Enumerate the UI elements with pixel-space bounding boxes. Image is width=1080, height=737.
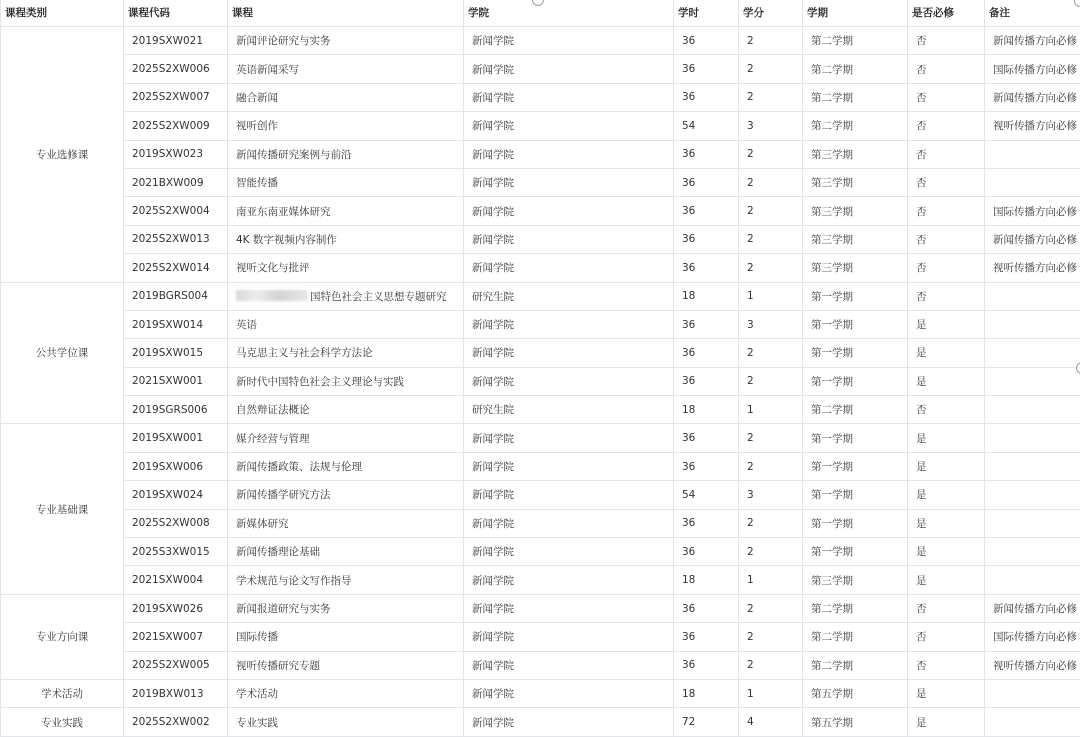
credits-cell: 1 (739, 282, 803, 310)
course-name-cell (228, 282, 464, 310)
college-cell: 新闻学院 (464, 679, 674, 707)
term-cell: 第二学期 (803, 83, 908, 111)
hours-cell: 36 (674, 140, 739, 168)
note-cell: 新闻传播方向必修 (985, 225, 1080, 253)
course-name-cell: 学术活动 (228, 679, 464, 707)
course-name-cell: 融合新闻 (228, 83, 464, 111)
term-cell: 第三学期 (803, 197, 908, 225)
course-name-cell: 英语 (228, 310, 464, 338)
hours-cell: 36 (674, 367, 739, 395)
course-name-cell: 国际传播 (228, 623, 464, 651)
table-row[interactable] (1, 594, 1080, 622)
note-cell: 新闻传播方向必修 (985, 27, 1080, 55)
credits-cell: 2 (739, 424, 803, 452)
course-code-cell: 2025S2XW002 (124, 708, 228, 736)
table-row[interactable] (1, 538, 1080, 566)
note-cell (985, 282, 1080, 310)
note-cell (985, 566, 1080, 594)
credits-cell: 1 (739, 679, 803, 707)
table-row[interactable] (1, 282, 1080, 310)
course-code-cell: 2025S2XW009 (124, 112, 228, 140)
course-code-cell: 2019BGRS004 (124, 282, 228, 310)
table-row[interactable] (1, 27, 1080, 55)
table-row[interactable] (1, 424, 1080, 452)
course-name-cell: 新闻传播学研究方法 (228, 481, 464, 509)
table-row[interactable] (1, 679, 1080, 707)
college-cell: 新闻学院 (464, 538, 674, 566)
course-name-cell: 英语新闻采写 (228, 55, 464, 83)
required-cell: 是 (908, 566, 985, 594)
category-cell: 专业方向课 (1, 594, 124, 679)
header-code[interactable]: 课程代码 (124, 0, 228, 27)
table-row[interactable] (1, 140, 1080, 168)
hours-cell: 54 (674, 112, 739, 140)
course-code-cell: 2021SXW004 (124, 566, 228, 594)
required-cell: 是 (908, 367, 985, 395)
credits-cell: 2 (739, 140, 803, 168)
term-cell: 第三学期 (803, 140, 908, 168)
note-cell: 新闻传播方向必修 (985, 594, 1080, 622)
college-cell: 新闻学院 (464, 225, 674, 253)
table-row[interactable] (1, 452, 1080, 480)
hours-cell: 36 (674, 509, 739, 537)
hours-cell: 36 (674, 623, 739, 651)
note-cell (985, 679, 1080, 707)
college-cell: 新闻学院 (464, 481, 674, 509)
course-name-cell: 媒介经营与管理 (228, 424, 464, 452)
credits-cell: 2 (739, 367, 803, 395)
note-cell (985, 367, 1080, 395)
course-code-cell: 2021SXW001 (124, 367, 228, 395)
note-cell: 新闻传播方向必修 (985, 83, 1080, 111)
term-cell: 第一学期 (803, 509, 908, 537)
term-cell: 第一学期 (803, 481, 908, 509)
required-cell: 是 (908, 679, 985, 707)
college-cell: 研究生院 (464, 282, 674, 310)
note-cell: 视听传播方向必修 (985, 112, 1080, 140)
note-cell: 国际传播方向必修 (985, 197, 1080, 225)
college-cell: 新闻学院 (464, 197, 674, 225)
credits-cell: 3 (739, 310, 803, 338)
hours-cell: 36 (674, 339, 739, 367)
table-row[interactable] (1, 708, 1080, 736)
course-name-cell: 新闻传播政策、法规与伦理 (228, 452, 464, 480)
note-cell: 视听传播方向必修 (985, 651, 1080, 679)
credits-cell: 3 (739, 112, 803, 140)
college-cell: 新闻学院 (464, 140, 674, 168)
required-cell: 是 (908, 424, 985, 452)
table-row[interactable] (1, 396, 1080, 424)
table-row[interactable] (1, 367, 1080, 395)
term-cell: 第三学期 (803, 566, 908, 594)
note-cell (985, 168, 1080, 196)
category-cell: 公共学位课 (1, 282, 124, 424)
table-row[interactable] (1, 197, 1080, 225)
header-hours[interactable]: 学时 (674, 0, 739, 27)
course-code-cell: 2019SXW014 (124, 310, 228, 338)
course-code-cell: 2025S2XW006 (124, 55, 228, 83)
hours-cell: 36 (674, 55, 739, 83)
course-name-cell: 视听创作 (228, 112, 464, 140)
course-code-cell: 2025S2XW007 (124, 83, 228, 111)
note-cell (985, 339, 1080, 367)
term-cell: 第三学期 (803, 254, 908, 282)
term-cell: 第一学期 (803, 339, 908, 367)
required-cell: 是 (908, 339, 985, 367)
hours-cell: 18 (674, 282, 739, 310)
credits-cell: 2 (739, 55, 803, 83)
course-name-cell: 南亚东南亚媒体研究 (228, 197, 464, 225)
hours-cell: 36 (674, 197, 739, 225)
term-cell: 第二学期 (803, 594, 908, 622)
college-cell: 新闻学院 (464, 651, 674, 679)
college-cell: 新闻学院 (464, 27, 674, 55)
credits-cell: 1 (739, 396, 803, 424)
course-code-cell: 2019BXW013 (124, 679, 228, 707)
hours-cell: 36 (674, 310, 739, 338)
college-cell: 新闻学院 (464, 83, 674, 111)
course-name-cell: 新媒体研究 (228, 509, 464, 537)
course-name-cell: 新闻传播理论基础 (228, 538, 464, 566)
credits-cell: 3 (739, 481, 803, 509)
term-cell: 第一学期 (803, 367, 908, 395)
course-code-cell: 2019SXW026 (124, 594, 228, 622)
note-cell: 国际传播方向必修 (985, 623, 1080, 651)
hours-cell: 36 (674, 254, 739, 282)
required-cell: 是 (908, 509, 985, 537)
note-cell (985, 509, 1080, 537)
note-cell (985, 452, 1080, 480)
term-cell: 第三学期 (803, 225, 908, 253)
required-cell: 是 (908, 310, 985, 338)
course-code-cell: 2025S2XW004 (124, 197, 228, 225)
credits-cell: 2 (739, 197, 803, 225)
header-credits[interactable]: 学分 (739, 0, 803, 27)
required-cell: 否 (908, 83, 985, 111)
college-cell: 新闻学院 (464, 594, 674, 622)
hours-cell: 36 (674, 538, 739, 566)
college-cell: 新闻学院 (464, 452, 674, 480)
hours-cell: 18 (674, 396, 739, 424)
required-cell: 否 (908, 168, 985, 196)
course-name-cell: 4K 数字视频内容制作 (228, 225, 464, 253)
term-cell: 第二学期 (803, 55, 908, 83)
credits-cell: 2 (739, 651, 803, 679)
note-cell (985, 708, 1080, 736)
note-cell (985, 481, 1080, 509)
table-row[interactable] (1, 83, 1080, 111)
course-code-cell: 2019SXW021 (124, 27, 228, 55)
required-cell: 否 (908, 27, 985, 55)
course-code-cell: 2025S2XW005 (124, 651, 228, 679)
required-cell: 否 (908, 112, 985, 140)
course-name-cell: 智能传播 (228, 168, 464, 196)
college-cell: 新闻学院 (464, 254, 674, 282)
category-cell: 专业基础课 (1, 424, 124, 594)
credits-cell: 2 (739, 538, 803, 566)
college-cell: 新闻学院 (464, 424, 674, 452)
hours-cell: 36 (674, 452, 739, 480)
college-cell: 新闻学院 (464, 509, 674, 537)
course-code-cell: 2025S2XW013 (124, 225, 228, 253)
required-cell: 否 (908, 140, 985, 168)
course-name-cell: 新闻报道研究与实务 (228, 594, 464, 622)
term-cell: 第二学期 (803, 112, 908, 140)
header-term[interactable]: 学期 (803, 0, 908, 27)
required-cell: 否 (908, 55, 985, 83)
course-code-cell: 2019SXW015 (124, 339, 228, 367)
college-cell: 新闻学院 (464, 566, 674, 594)
term-cell: 第一学期 (803, 538, 908, 566)
required-cell: 否 (908, 282, 985, 310)
header-category[interactable]: 课程类别 (1, 0, 124, 27)
credits-cell: 2 (739, 225, 803, 253)
credits-cell: 1 (739, 566, 803, 594)
hours-cell: 36 (674, 651, 739, 679)
required-cell: 否 (908, 651, 985, 679)
note-cell (985, 424, 1080, 452)
college-cell: 新闻学院 (464, 112, 674, 140)
hours-cell: 36 (674, 225, 739, 253)
table-row[interactable] (1, 112, 1080, 140)
table-row[interactable] (1, 623, 1080, 651)
credits-cell: 2 (739, 168, 803, 196)
table-row[interactable] (1, 310, 1080, 338)
required-cell: 否 (908, 594, 985, 622)
required-cell: 是 (908, 708, 985, 736)
course-code-cell: 2019SXW006 (124, 452, 228, 480)
hours-cell: 36 (674, 594, 739, 622)
category-cell: 专业实践 (1, 708, 124, 736)
college-cell: 新闻学院 (464, 310, 674, 338)
course-code-cell: 2019SXW001 (124, 424, 228, 452)
hours-cell: 18 (674, 679, 739, 707)
hours-cell: 36 (674, 83, 739, 111)
college-cell: 研究生院 (464, 396, 674, 424)
required-cell: 是 (908, 538, 985, 566)
table-row[interactable] (1, 254, 1080, 282)
course-name-cell: 视听传播研究专题 (228, 651, 464, 679)
hours-cell: 72 (674, 708, 739, 736)
table-body (1, 27, 1080, 737)
college-cell: 新闻学院 (464, 55, 674, 83)
course-name-cell: 马克思主义与社会科学方法论 (228, 339, 464, 367)
course-code-cell: 2025S2XW014 (124, 254, 228, 282)
header-required[interactable]: 是否必修 (908, 0, 985, 27)
table-row[interactable] (1, 566, 1080, 594)
course-code-cell: 2019SXW024 (124, 481, 228, 509)
course-code-cell: 2025S3XW015 (124, 538, 228, 566)
table-row[interactable] (1, 225, 1080, 253)
table-row[interactable] (1, 55, 1080, 83)
term-cell: 第一学期 (803, 452, 908, 480)
category-cell: 专业选修课 (1, 27, 124, 283)
table-row[interactable] (1, 651, 1080, 679)
header-college[interactable]: 学院 (464, 0, 674, 27)
table-row[interactable] (1, 339, 1080, 367)
college-cell: 新闻学院 (464, 708, 674, 736)
header-course[interactable]: 课程 (228, 0, 464, 27)
hours-cell: 18 (674, 566, 739, 594)
course-name-cell: 新时代中国特色社会主义理论与实践 (228, 367, 464, 395)
course-name-cell: 学术规范与论文写作指导 (228, 566, 464, 594)
required-cell: 否 (908, 623, 985, 651)
college-cell: 新闻学院 (464, 168, 674, 196)
course-name-cell: 自然辩证法概论 (228, 396, 464, 424)
course-code-cell: 2021SXW007 (124, 623, 228, 651)
college-cell: 新闻学院 (464, 339, 674, 367)
hours-cell: 36 (674, 168, 739, 196)
table-row[interactable] (1, 168, 1080, 196)
term-cell: 第一学期 (803, 282, 908, 310)
college-cell: 新闻学院 (464, 623, 674, 651)
hours-cell: 54 (674, 481, 739, 509)
credits-cell: 2 (739, 27, 803, 55)
credits-cell: 2 (739, 623, 803, 651)
category-cell: 学术活动 (1, 679, 124, 707)
college-cell: 新闻学院 (464, 367, 674, 395)
required-cell: 否 (908, 197, 985, 225)
required-cell: 否 (908, 225, 985, 253)
course-name-text: 国特色社会主义思想专题研究 (310, 291, 447, 303)
term-cell: 第一学期 (803, 310, 908, 338)
course-code-cell: 2021BXW009 (124, 168, 228, 196)
table-row[interactable] (1, 509, 1080, 537)
note-cell (985, 396, 1080, 424)
hours-cell: 36 (674, 27, 739, 55)
credits-cell: 2 (739, 254, 803, 282)
term-cell: 第一学期 (803, 424, 908, 452)
course-code-cell: 2019SGRS006 (124, 396, 228, 424)
table-row[interactable] (1, 481, 1080, 509)
course-name-cell: 专业实践 (228, 708, 464, 736)
term-cell: 第二学期 (803, 623, 908, 651)
header-note[interactable]: 备注 (985, 0, 1080, 27)
required-cell: 是 (908, 452, 985, 480)
credits-cell: 2 (739, 83, 803, 111)
redacted-text (236, 290, 308, 301)
course-name-cell: 新闻评论研究与实务 (228, 27, 464, 55)
note-cell (985, 140, 1080, 168)
term-cell: 第五学期 (803, 708, 908, 736)
note-cell: 国际传播方向必修 (985, 55, 1080, 83)
hours-cell: 36 (674, 424, 739, 452)
required-cell: 否 (908, 396, 985, 424)
note-cell (985, 538, 1080, 566)
term-cell: 第二学期 (803, 651, 908, 679)
credits-cell: 2 (739, 452, 803, 480)
credits-cell: 2 (739, 509, 803, 537)
credits-cell: 2 (739, 339, 803, 367)
credits-cell: 2 (739, 594, 803, 622)
term-cell: 第二学期 (803, 396, 908, 424)
term-cell: 第二学期 (803, 27, 908, 55)
term-cell: 第三学期 (803, 168, 908, 196)
term-cell: 第五学期 (803, 679, 908, 707)
course-code-cell: 2019SXW023 (124, 140, 228, 168)
note-cell (985, 310, 1080, 338)
credits-cell: 4 (739, 708, 803, 736)
note-cell: 视听传播方向必修 (985, 254, 1080, 282)
course-name-cell: 新闻传播研究案例与前沿 (228, 140, 464, 168)
course-name-cell: 视听文化与批评 (228, 254, 464, 282)
required-cell: 是 (908, 481, 985, 509)
course-code-cell: 2025S2XW008 (124, 509, 228, 537)
required-cell: 否 (908, 254, 985, 282)
